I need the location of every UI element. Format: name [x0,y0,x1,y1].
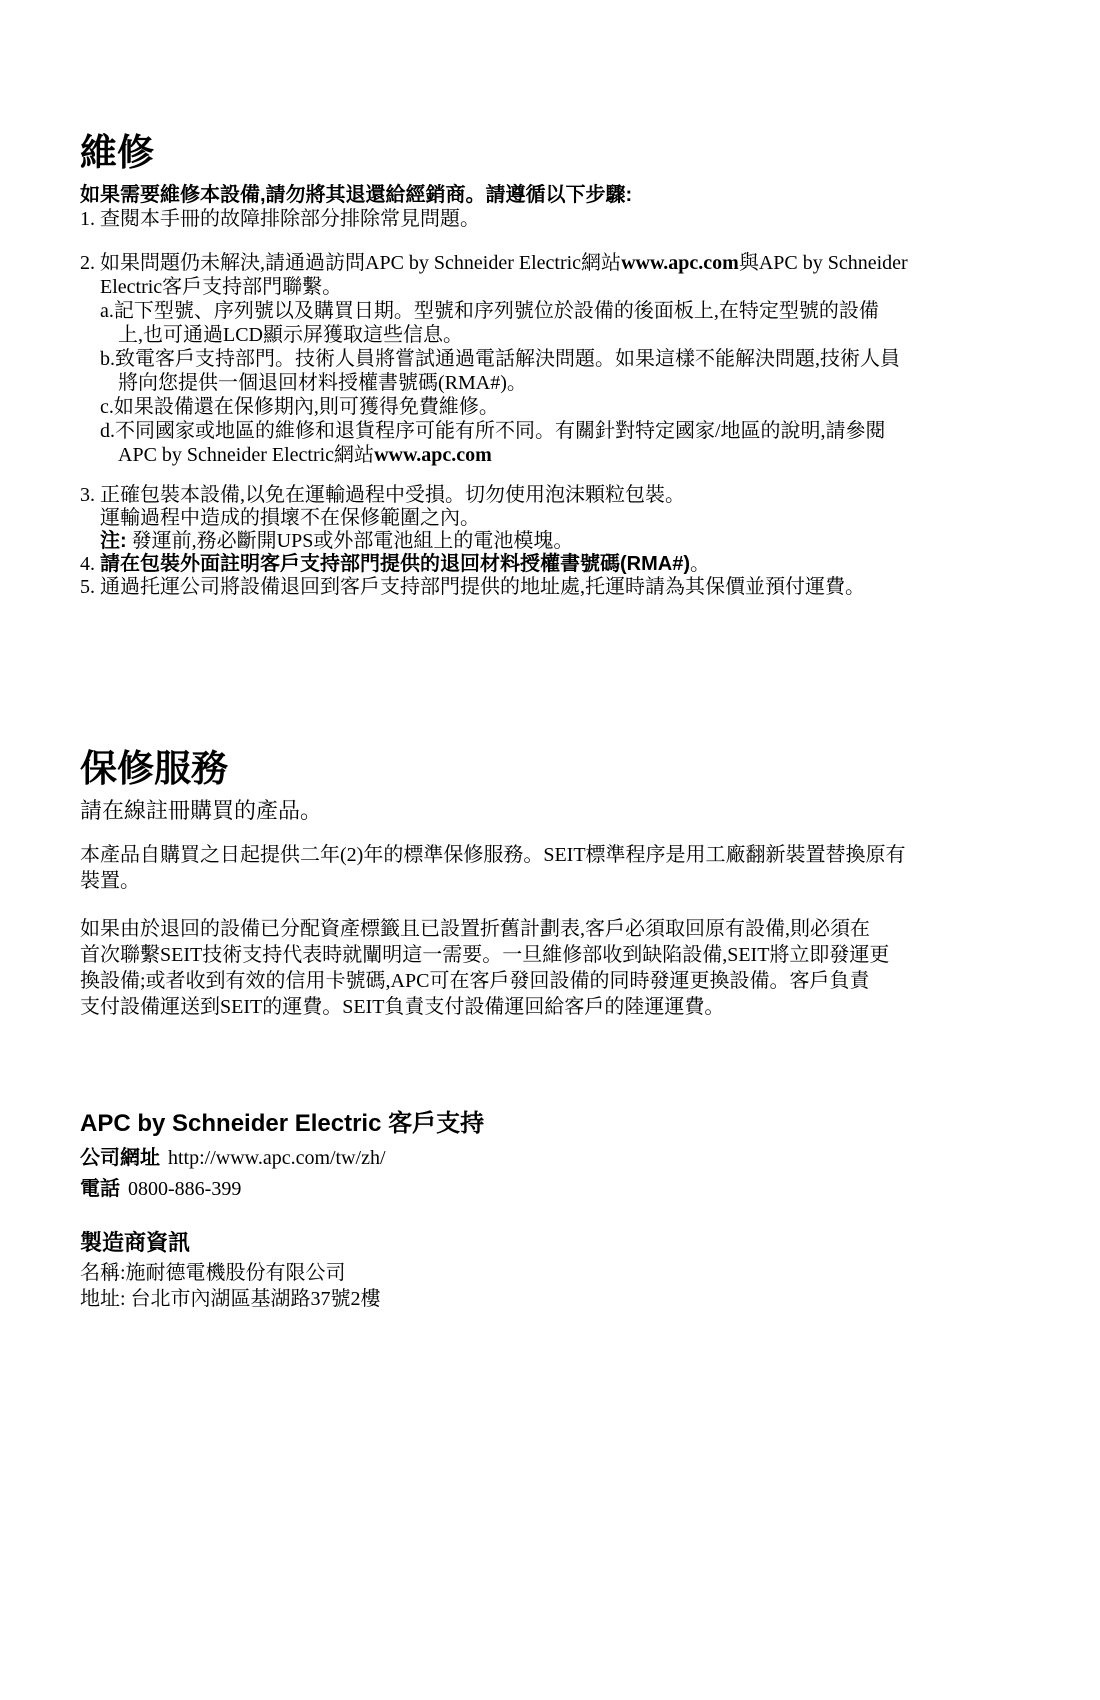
repair-step-3-line-1: 3. 正確包裝本設備,以免在運輸過程中受損。切勿使用泡沫顆粒包裝。 [80,484,685,506]
repair-step-4 [80,552,710,576]
phone-number: 0800-886-399 [128,1178,242,1200]
repair-step-3 [80,484,685,553]
warranty-paragraph-1 [80,842,906,894]
step2-text-pre: 2. 如果問題仍未解決,請通過訪問APC by Schneider Electric網站 [80,252,622,274]
repair-step-2 [80,251,908,299]
step2-url-bold: www.apc.com [621,252,739,274]
manufacturer-section-title: 製造商資訊 [80,1230,191,1255]
step4-period: 。 [690,553,710,575]
warranty-section-title: 保修服務 [80,748,228,789]
warranty-subtitle: 請在線註冊購買的產品。 [80,798,323,823]
phone-label: 電話 [80,1178,120,1200]
substep-b-line-2: 將向您提供一個退回材料授權書號碼(RMA#)。 [118,372,527,394]
support-phone-line [80,1177,241,1201]
substep-c: c.如果設備還在保修期內,則可獲得免費維修。 [100,396,499,418]
substep-d-text: APC by Schneider Electric網站 [118,444,375,466]
step4-number: 4. [80,553,100,575]
substep-b-line-1: b.致電客戶支持部門。技術人員將嘗試通過電話解決問題。如果這樣不能解決問題,技術人員 [100,348,900,370]
substep-a-line-1: a.記下型號、序列號以及購買日期。型號和序列號位於設備的後面板上,在特定型號的設備 [100,300,879,322]
substep-d-url-bold: www.apc.com [374,444,492,466]
substep-d-line-2 [118,443,900,467]
manufacturer-name-line: 名稱:施耐德電機股份有限公司 [80,1262,346,1284]
note-text: 發運前,務必斷開UPS或外部電池組上的電池模塊。 [126,530,574,552]
substep-a-line-2: 上,也可通過LCD顯示屏獲取這些信息。 [118,324,463,346]
website-url: http://www.apc.com/tw/zh/ [168,1147,386,1169]
warranty-p1-line-1: 本產品自購買之日起提供二年(2)年的標準保修服務。SEIT標準程序是用工廠翻新裝置替換原有 [80,844,906,866]
step4-bold-text: 請在包裝外面註明客戶支持部門提供的退回材料授權書號碼(RMA#) [100,553,690,575]
repair-step-5: 5. 通過托運公司將設備退回到客戶支持部門提供的地址處,托運時請為其保價並預付運費。 [80,576,865,598]
note-label: 注: [100,530,127,552]
repair-step-2-substeps [80,299,900,467]
warranty-p2-line-1: 如果由於退回的設備已分配資產標籤且已設置折舊計劃表,客戶必須取回原有設備,則必須在 [80,918,870,940]
repair-step-1: 1. 查閱本手冊的故障排除部分排除常見問題。 [80,208,480,230]
warranty-p2-line-4: 支付設備運送到SEIT的運費。SEIT負責支付設備運回給客戶的陸運運費。 [80,996,725,1018]
repair-step-3-note [100,530,685,553]
warranty-paragraph-2 [80,916,889,1020]
step2-text-post: 與APC by Schneider [738,252,908,274]
warranty-p2-line-2: 首次聯繫SEIT技術支持代表時就闡明這一需要。一旦維修部收到缺陷設備,SEIT將立即發運更 [80,944,890,966]
website-label: 公司網址 [80,1147,160,1169]
substep-d-line-1: d.不同國家或地區的維修和退貨程序可能有所不同。有關針對特定國家/地區的說明,請參閱 [100,420,886,442]
repair-step-3-line-2: 運輸過程中造成的損壞不在保修範圍之內。 [100,507,480,529]
support-section-title: APC by Schneider Electric 客戶支持 [80,1110,485,1137]
repair-section-title: 維修 [80,132,154,173]
repair-step-2-line-2: Electric客戶支持部門聯繫。 [100,276,343,298]
warranty-p1-line-2: 裝置。 [80,870,140,892]
repair-step-2-line-1 [80,251,908,275]
manufacturer-address-line: 地址: 台北市內湖區基湖路37號2樓 [80,1288,381,1310]
warranty-p2-line-3: 換設備;或者收到有效的信用卡號碼,APC可在客戶發回設備的同時發運更換設備。客戶負責 [80,970,870,992]
repair-intro-text: 如果需要維修本設備,請勿將其退還給經銷商。請遵循以下步驟: [80,184,633,206]
support-website-line [80,1146,386,1170]
